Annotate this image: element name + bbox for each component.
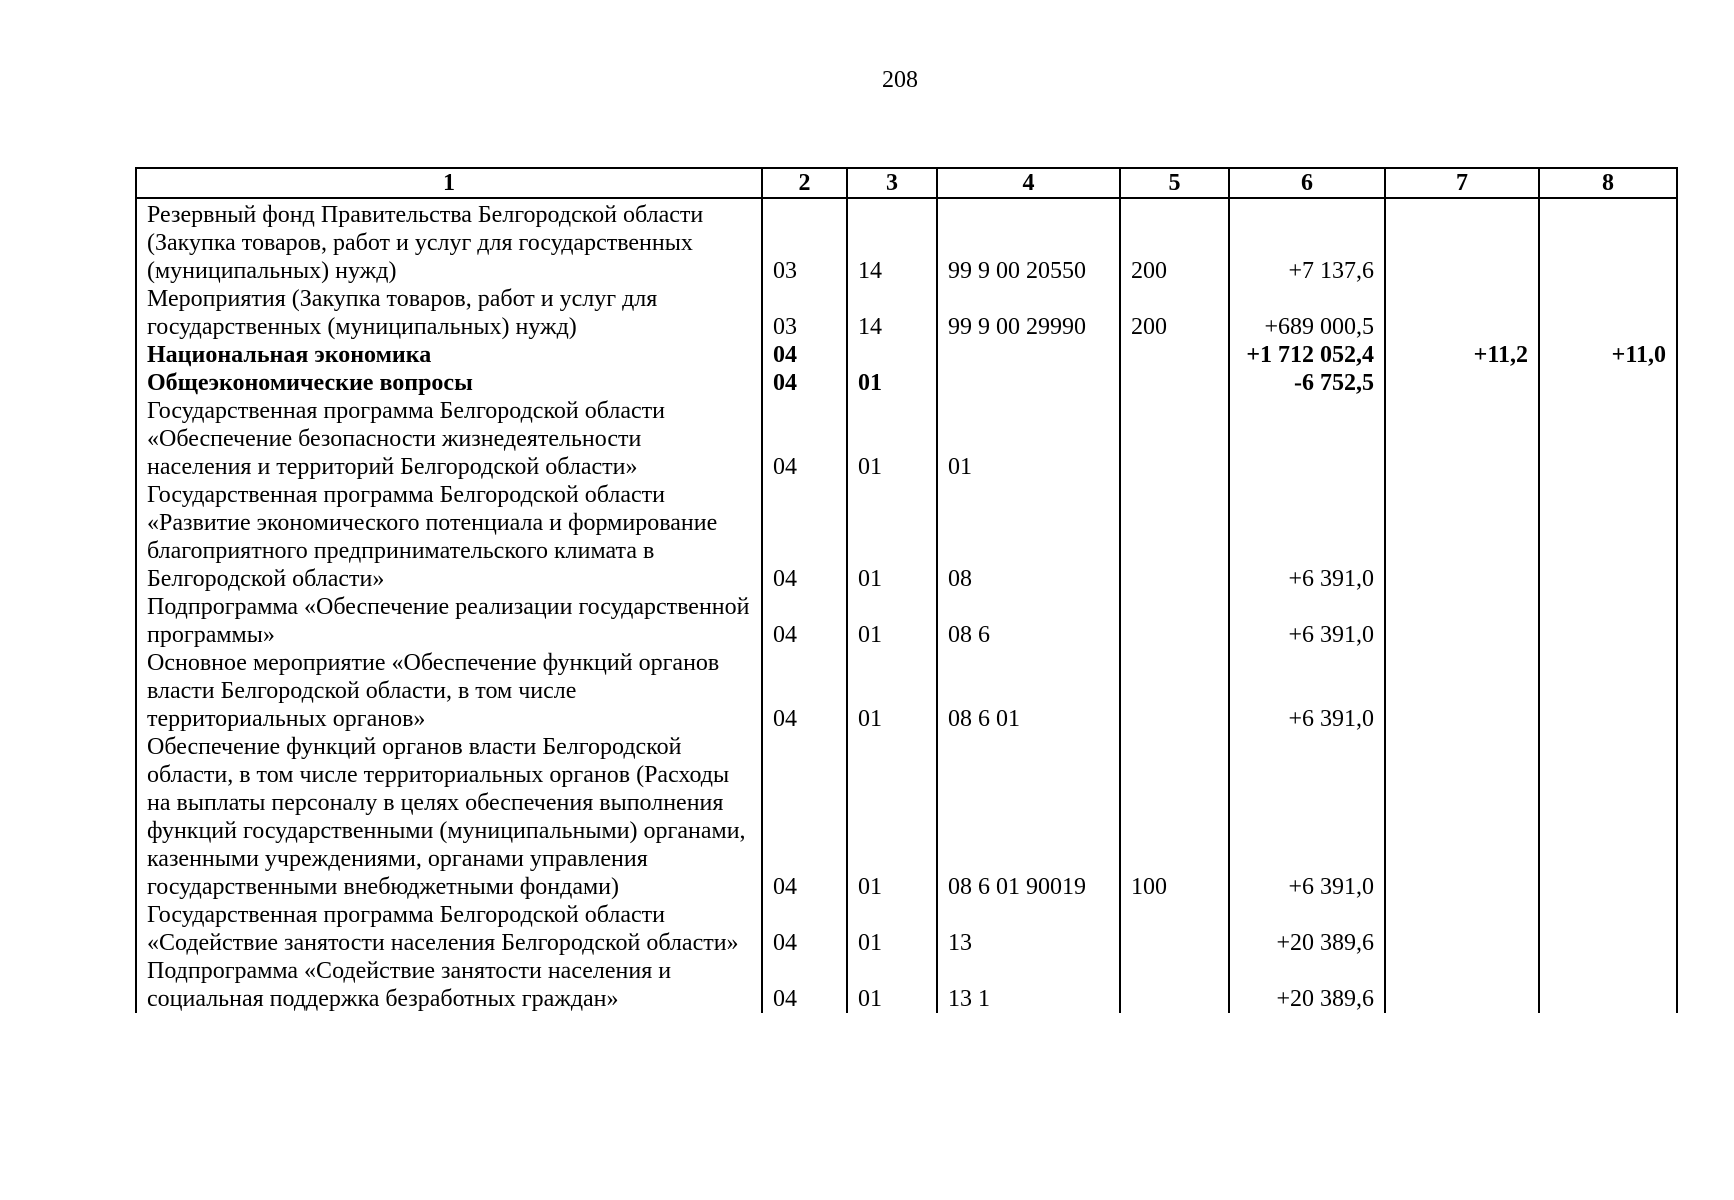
table-row bbox=[136, 593, 1677, 649]
table-row bbox=[136, 901, 1677, 957]
cell-expense-type: 200 bbox=[1120, 198, 1229, 285]
cell-name: Общеэкономические вопросы bbox=[136, 369, 762, 397]
cell-expense-type: 100 bbox=[1120, 733, 1229, 901]
cell-target-article bbox=[937, 369, 1120, 397]
cell-target-article: 13 1 bbox=[937, 957, 1120, 1013]
table-row bbox=[136, 957, 1677, 1013]
header-col-8: 8 bbox=[1539, 168, 1677, 198]
cell-col-8 bbox=[1539, 397, 1677, 481]
cell-amount: +1 712 052,4 bbox=[1229, 341, 1385, 369]
cell-name: Подпрограмма «Содействие занятости населения и социальная поддержка безработных граждан» bbox=[136, 957, 762, 1013]
cell-name: Государственная программа Белгородской области «Обеспечение безопасности жизнедеятельности населения и территорий Белгородской области» bbox=[136, 397, 762, 481]
cell-col-8: +11,0 bbox=[1539, 341, 1677, 369]
cell-col-8 bbox=[1539, 481, 1677, 593]
cell-amount: +689 000,5 bbox=[1229, 285, 1385, 341]
cell-subsection bbox=[847, 341, 937, 369]
cell-subsection: 01 bbox=[847, 649, 937, 733]
cell-target-article: 99 9 00 20550 bbox=[937, 198, 1120, 285]
cell-subsection: 01 bbox=[847, 369, 937, 397]
cell-subsection: 14 bbox=[847, 198, 937, 285]
cell-amount: +20 389,6 bbox=[1229, 901, 1385, 957]
cell-amount: +6 391,0 bbox=[1229, 733, 1385, 901]
cell-subsection: 01 bbox=[847, 397, 937, 481]
cell-col-8 bbox=[1539, 901, 1677, 957]
cell-col-7 bbox=[1385, 369, 1539, 397]
table-row bbox=[136, 341, 1677, 369]
cell-amount: -6 752,5 bbox=[1229, 369, 1385, 397]
header-col-6: 6 bbox=[1229, 168, 1385, 198]
cell-target-article: 08 6 01 bbox=[937, 649, 1120, 733]
cell-amount: +20 389,6 bbox=[1229, 957, 1385, 1013]
cell-section: 04 bbox=[762, 733, 847, 901]
cell-col-7 bbox=[1385, 957, 1539, 1013]
cell-col-7 bbox=[1385, 733, 1539, 901]
cell-section: 04 bbox=[762, 957, 847, 1013]
header-col-1: 1 bbox=[136, 168, 762, 198]
cell-target-article: 08 6 bbox=[937, 593, 1120, 649]
cell-target-article: 13 bbox=[937, 901, 1120, 957]
cell-subsection: 01 bbox=[847, 481, 937, 593]
cell-subsection: 01 bbox=[847, 901, 937, 957]
cell-expense-type bbox=[1120, 481, 1229, 593]
cell-name: Обеспечение функций органов власти Белгородской области, в том числе территориальных органов (Расходы на выплаты персоналу в целях обеспечения выполнения функций государственными (муниципальными) органами, казенными учреждениями, органами управления государственными внебюджетными фондами) bbox=[136, 733, 762, 901]
cell-col-7 bbox=[1385, 285, 1539, 341]
cell-col-8 bbox=[1539, 957, 1677, 1013]
cell-col-8 bbox=[1539, 369, 1677, 397]
cell-col-8 bbox=[1539, 733, 1677, 901]
cell-expense-type bbox=[1120, 901, 1229, 957]
cell-expense-type bbox=[1120, 397, 1229, 481]
cell-col-7 bbox=[1385, 481, 1539, 593]
cell-section: 04 bbox=[762, 341, 847, 369]
cell-section: 03 bbox=[762, 285, 847, 341]
header-col-2: 2 bbox=[762, 168, 847, 198]
cell-col-8 bbox=[1539, 285, 1677, 341]
cell-name: Национальная экономика bbox=[136, 341, 762, 369]
cell-subsection: 01 bbox=[847, 733, 937, 901]
table-row bbox=[136, 397, 1677, 481]
cell-col-7 bbox=[1385, 198, 1539, 285]
cell-subsection: 01 bbox=[847, 593, 937, 649]
cell-target-article: 01 bbox=[937, 397, 1120, 481]
budget-table bbox=[135, 167, 1678, 1013]
header-col-4: 4 bbox=[937, 168, 1120, 198]
cell-section: 04 bbox=[762, 369, 847, 397]
header-col-3: 3 bbox=[847, 168, 937, 198]
cell-section: 04 bbox=[762, 481, 847, 593]
header-col-5: 5 bbox=[1120, 168, 1229, 198]
cell-target-article: 08 bbox=[937, 481, 1120, 593]
cell-section: 03 bbox=[762, 198, 847, 285]
cell-section: 04 bbox=[762, 397, 847, 481]
cell-expense-type bbox=[1120, 649, 1229, 733]
cell-amount: +6 391,0 bbox=[1229, 593, 1385, 649]
header-col-7: 7 bbox=[1385, 168, 1539, 198]
cell-name: Резервный фонд Правительства Белгородской области (Закупка товаров, работ и услуг для государственных (муниципальных) нужд) bbox=[136, 198, 762, 285]
cell-name: Подпрограмма «Обеспечение реализации государственной программы» bbox=[136, 593, 762, 649]
cell-col-7 bbox=[1385, 397, 1539, 481]
table-row bbox=[136, 733, 1677, 901]
cell-col-8 bbox=[1539, 593, 1677, 649]
cell-name: Мероприятия (Закупка товаров, работ и услуг для государственных (муниципальных) нужд) bbox=[136, 285, 762, 341]
cell-amount bbox=[1229, 397, 1385, 481]
cell-expense-type bbox=[1120, 957, 1229, 1013]
cell-expense-type bbox=[1120, 341, 1229, 369]
cell-name: Государственная программа Белгородской области «Содействие занятости населения Белгородской области» bbox=[136, 901, 762, 957]
cell-expense-type: 200 bbox=[1120, 285, 1229, 341]
cell-target-article bbox=[937, 341, 1120, 369]
table-row bbox=[136, 649, 1677, 733]
cell-subsection: 01 bbox=[847, 957, 937, 1013]
cell-amount: +7 137,6 bbox=[1229, 198, 1385, 285]
table-row bbox=[136, 481, 1677, 593]
cell-amount: +6 391,0 bbox=[1229, 481, 1385, 593]
cell-expense-type bbox=[1120, 593, 1229, 649]
page-number: 208 bbox=[882, 67, 918, 93]
cell-col-7: +11,2 bbox=[1385, 341, 1539, 369]
cell-section: 04 bbox=[762, 901, 847, 957]
cell-section: 04 bbox=[762, 649, 847, 733]
table-row bbox=[136, 198, 1677, 285]
table-body bbox=[136, 198, 1677, 1013]
cell-col-7 bbox=[1385, 649, 1539, 733]
table-row bbox=[136, 369, 1677, 397]
cell-target-article: 99 9 00 29990 bbox=[937, 285, 1120, 341]
table-row bbox=[136, 285, 1677, 341]
cell-target-article: 08 6 01 90019 bbox=[937, 733, 1120, 901]
table-header-row bbox=[136, 168, 1677, 198]
cell-col-8 bbox=[1539, 198, 1677, 285]
cell-section: 04 bbox=[762, 593, 847, 649]
cell-subsection: 14 bbox=[847, 285, 937, 341]
cell-amount: +6 391,0 bbox=[1229, 649, 1385, 733]
cell-expense-type bbox=[1120, 369, 1229, 397]
cell-col-8 bbox=[1539, 649, 1677, 733]
cell-name: Основное мероприятие «Обеспечение функций органов власти Белгородской области, в том числе территориальных органов» bbox=[136, 649, 762, 733]
cell-name: Государственная программа Белгородской области «Развитие экономического потенциала и формирование благоприятного предпринимательского климата в Белгородской области» bbox=[136, 481, 762, 593]
cell-col-7 bbox=[1385, 901, 1539, 957]
cell-col-7 bbox=[1385, 593, 1539, 649]
